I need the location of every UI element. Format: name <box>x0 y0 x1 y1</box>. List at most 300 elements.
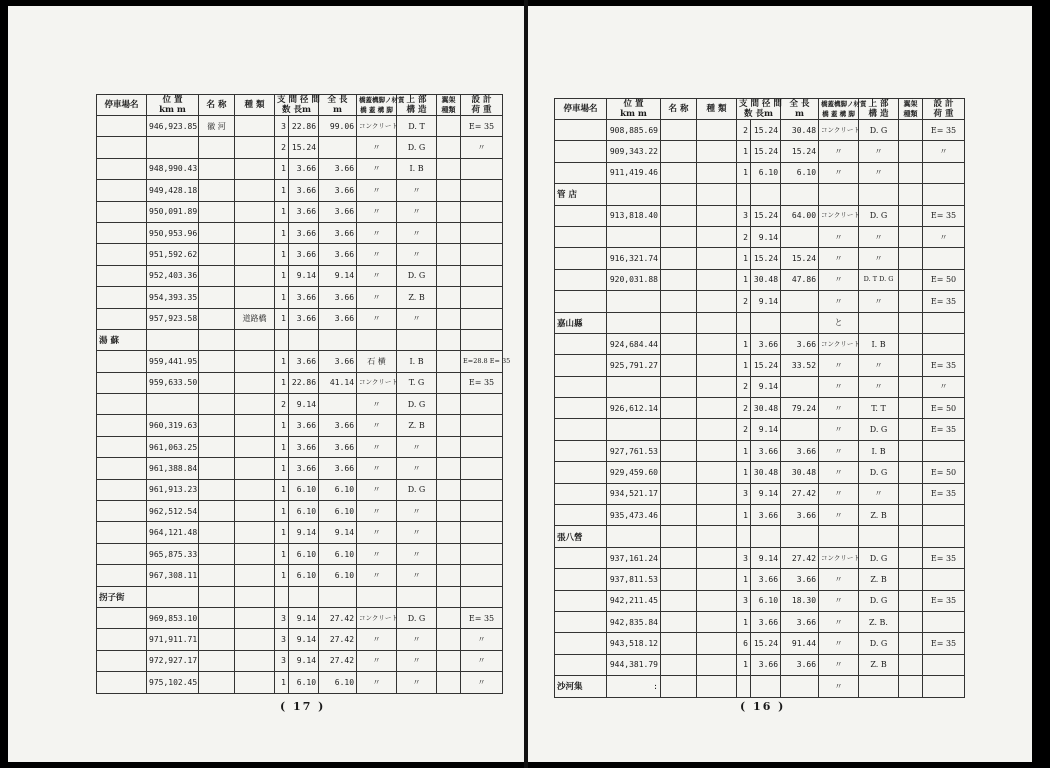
cell-pos <box>147 394 199 415</box>
cell-sup: D. T D. G <box>859 269 899 290</box>
cell-kind <box>235 415 275 436</box>
cell-count: 6 <box>737 633 751 654</box>
cell-name <box>199 201 235 222</box>
cell-design: 〃 <box>923 141 965 162</box>
cell-kind <box>235 543 275 564</box>
cell-kind <box>697 226 737 247</box>
cell-sup: 〃 <box>859 141 899 162</box>
cell-pos: 934,521.17 <box>607 483 661 504</box>
cell-sup: Z. B <box>397 287 437 308</box>
cell-sup: 〃 <box>397 180 437 201</box>
cell-name <box>661 398 697 419</box>
cell-len: 30.48 <box>751 269 781 290</box>
cell-count: 1 <box>275 565 289 586</box>
cell-len: 3.66 <box>289 180 319 201</box>
cell-pos <box>607 526 661 547</box>
cell-kind <box>235 565 275 586</box>
table-row <box>97 672 503 693</box>
cell-sup <box>397 586 437 607</box>
col-material: 橋蓋構脚ノ材質 橋 蓋 構 脚 <box>819 99 859 120</box>
cell-sup <box>859 676 899 697</box>
cell-sup: T. G <box>397 372 437 393</box>
cell-len: 9.14 <box>289 265 319 286</box>
cell-name <box>199 522 235 543</box>
cell-pos: 943,518.12 <box>607 633 661 654</box>
cell-name <box>199 501 235 522</box>
table-row <box>555 462 965 483</box>
cell-type <box>437 351 461 372</box>
cell-type <box>437 180 461 201</box>
cell-station <box>97 394 147 415</box>
cell-sup <box>397 329 437 350</box>
cell-pos: 951,592.62 <box>147 244 199 265</box>
cell-pos: 950,953.96 <box>147 222 199 243</box>
cell-station <box>97 522 147 543</box>
table-row <box>555 141 965 162</box>
table-row <box>97 522 503 543</box>
cell-station <box>555 569 607 590</box>
cell-design <box>461 586 503 607</box>
cell-total: 6.10 <box>781 162 819 183</box>
cell-design <box>923 526 965 547</box>
table-row <box>555 291 965 312</box>
cell-kind <box>235 650 275 671</box>
cell-station <box>555 505 607 526</box>
cell-type <box>437 287 461 308</box>
table-row <box>555 312 965 333</box>
cell-station: 張八營 <box>555 526 607 547</box>
cell-name <box>661 654 697 675</box>
table-row <box>555 611 965 632</box>
cell-mat: 〃 <box>357 436 397 457</box>
cell-mat: 〃 <box>357 137 397 158</box>
cell-kind: 道路橋 <box>235 308 275 329</box>
cell-kind <box>697 376 737 397</box>
cell-station <box>555 483 607 504</box>
cell-sup: 〃 <box>859 291 899 312</box>
cell-total: 27.42 <box>319 607 357 628</box>
cell-name <box>661 633 697 654</box>
table-row <box>555 355 965 376</box>
cell-mat: コンクリート <box>357 372 397 393</box>
cell-pos: 954,393.35 <box>147 287 199 308</box>
cell-name <box>661 676 697 697</box>
cell-len: 3.66 <box>289 201 319 222</box>
cell-count: 1 <box>737 654 751 675</box>
cell-len: 15.24 <box>751 248 781 269</box>
cell-design: 〃 <box>923 376 965 397</box>
cell-sup: Z. B <box>859 505 899 526</box>
cell-pos: 935,473.46 <box>607 505 661 526</box>
cell-design <box>923 505 965 526</box>
col-material: 橋蓋構脚ノ材質 橋 蓋 構 脚 <box>357 95 397 116</box>
cell-mat: 石 横 <box>357 351 397 372</box>
cell-mat: 〃 <box>357 458 397 479</box>
cell-len: 15.24 <box>751 633 781 654</box>
cell-len: 3.66 <box>751 505 781 526</box>
cell-pos: 950,091.89 <box>147 201 199 222</box>
cell-kind <box>697 419 737 440</box>
cell-count: 1 <box>737 505 751 526</box>
cell-station <box>555 162 607 183</box>
cell-type <box>899 226 923 247</box>
cell-count: 1 <box>737 355 751 376</box>
cell-kind <box>697 440 737 461</box>
table-row <box>97 287 503 308</box>
cell-name <box>199 351 235 372</box>
cell-station <box>555 440 607 461</box>
cell-design <box>461 158 503 179</box>
table-row <box>97 158 503 179</box>
cell-sup: 〃 <box>397 308 437 329</box>
cell-mat: 〃 <box>357 501 397 522</box>
cell-sup: D. G <box>397 479 437 500</box>
table-body-left <box>97 116 511 694</box>
table-row <box>97 244 503 265</box>
cell-pos: 924,684.44 <box>607 333 661 354</box>
cell-kind <box>697 184 737 205</box>
cell-design <box>923 312 965 333</box>
col-total: 全 長 m <box>319 95 357 116</box>
cell-pos: 929,459.60 <box>607 462 661 483</box>
cell-type <box>899 333 923 354</box>
cell-station <box>555 547 607 568</box>
cell-count: 3 <box>275 116 289 137</box>
col-name: 名 称 <box>199 95 235 116</box>
cell-len: 15.24 <box>751 120 781 141</box>
cell-name <box>661 611 697 632</box>
cell-mat: 〃 <box>357 672 397 693</box>
col-station: 停車場名 <box>97 95 147 116</box>
table-row <box>97 372 503 393</box>
cell-design: E= 35 <box>923 419 965 440</box>
table-row <box>555 419 965 440</box>
cell-mat: コンクリート <box>819 120 859 141</box>
cell-count: 3 <box>275 607 289 628</box>
cell-design <box>923 654 965 675</box>
cell-name <box>199 372 235 393</box>
cell-count: 2 <box>737 120 751 141</box>
cell-type <box>899 376 923 397</box>
cell-pos: 957,923.58 <box>147 308 199 329</box>
cell-name <box>199 479 235 500</box>
cell-mat: 〃 <box>819 419 859 440</box>
cell-kind <box>697 355 737 376</box>
page-number-right: ( 16 ) <box>740 700 786 713</box>
table-row <box>97 265 503 286</box>
cell-kind <box>697 269 737 290</box>
cell-design: E= 35 <box>923 291 965 312</box>
cell-count: 1 <box>275 201 289 222</box>
cell-name <box>199 672 235 693</box>
cell-name <box>199 158 235 179</box>
cell-name <box>661 162 697 183</box>
table-row <box>555 398 965 419</box>
cell-kind <box>235 244 275 265</box>
cell-type <box>437 479 461 500</box>
cell-type <box>899 141 923 162</box>
cell-kind <box>697 312 737 333</box>
cell-total <box>781 376 819 397</box>
cell-total <box>319 137 357 158</box>
cell-sup: D. T <box>397 116 437 137</box>
col-name: 名 称 <box>661 99 697 120</box>
bridge-table-left <box>96 94 511 694</box>
cell-sup: I. B <box>397 158 437 179</box>
cell-pos <box>147 329 199 350</box>
cell-kind <box>235 372 275 393</box>
cell-kind <box>235 222 275 243</box>
cell-name <box>199 543 235 564</box>
cell-name <box>661 526 697 547</box>
cell-type <box>899 120 923 141</box>
cell-sup: I. B <box>859 440 899 461</box>
cell-count: 3 <box>737 205 751 226</box>
cell-type <box>899 676 923 697</box>
cell-len: 30.48 <box>751 398 781 419</box>
cell-mat: 〃 <box>819 248 859 269</box>
cell-kind <box>235 607 275 628</box>
cell-count: 1 <box>275 415 289 436</box>
cell-name <box>199 436 235 457</box>
cell-count: 1 <box>737 569 751 590</box>
cell-type <box>899 440 923 461</box>
cell-sup: 〃 <box>859 376 899 397</box>
cell-design <box>461 287 503 308</box>
cell-count: 1 <box>275 672 289 693</box>
cell-design: E= 50 <box>923 269 965 290</box>
cell-count: 1 <box>737 269 751 290</box>
table-row <box>555 269 965 290</box>
table-row <box>555 226 965 247</box>
cell-mat: 〃 <box>819 569 859 590</box>
cell-pos: 927,761.53 <box>607 440 661 461</box>
cell-sup: T. T <box>859 398 899 419</box>
cell-kind <box>235 137 275 158</box>
cell-kind <box>697 398 737 419</box>
cell-name <box>199 565 235 586</box>
cell-station: 拐子街 <box>97 586 147 607</box>
cell-pos: 959,441.95 <box>147 351 199 372</box>
cell-name <box>661 248 697 269</box>
cell-len: 6.10 <box>751 590 781 611</box>
cell-count: 3 <box>737 590 751 611</box>
cell-pos: 926,612.14 <box>607 398 661 419</box>
cell-station <box>97 501 147 522</box>
col-super: 上 部 構 造 <box>397 95 437 116</box>
cell-sup: Z. B <box>397 415 437 436</box>
cell-name: 徽 河 <box>199 116 235 137</box>
cell-count: 1 <box>737 462 751 483</box>
cell-design: 〃 <box>461 650 503 671</box>
cell-type <box>437 565 461 586</box>
table-row <box>97 607 503 628</box>
cell-count: 1 <box>275 222 289 243</box>
table-row <box>97 458 503 479</box>
cell-station <box>97 287 147 308</box>
cell-mat: 〃 <box>357 265 397 286</box>
cell-station <box>555 291 607 312</box>
cell-total: 3.66 <box>319 201 357 222</box>
cell-sup: D. G <box>859 590 899 611</box>
cell-name <box>661 226 697 247</box>
cell-count <box>737 312 751 333</box>
cell-pos: 920,031.88 <box>607 269 661 290</box>
cell-sup: 〃 <box>397 543 437 564</box>
cell-sup: D. G <box>859 462 899 483</box>
cell-kind <box>697 205 737 226</box>
cell-name <box>199 329 235 350</box>
cell-name <box>199 629 235 650</box>
cell-pos: 913,818.40 <box>607 205 661 226</box>
cell-total: 3.66 <box>781 611 819 632</box>
cell-design: 〃 <box>923 226 965 247</box>
cell-name <box>661 355 697 376</box>
table-row <box>555 676 965 697</box>
col-span: 支 間 径 間 数 長m <box>737 99 781 120</box>
cell-type <box>437 201 461 222</box>
cell-pos: 949,428.18 <box>147 180 199 201</box>
cell-total: 3.66 <box>781 569 819 590</box>
cell-len: 9.14 <box>289 650 319 671</box>
table-row <box>97 650 503 671</box>
cell-sup <box>859 312 899 333</box>
cell-kind <box>235 329 275 350</box>
cell-type <box>437 458 461 479</box>
cell-mat: コンクリート <box>819 205 859 226</box>
cell-pos <box>607 291 661 312</box>
cell-name <box>199 308 235 329</box>
cell-total <box>781 184 819 205</box>
cell-station <box>555 248 607 269</box>
cell-count: 1 <box>275 372 289 393</box>
cell-count: 1 <box>275 180 289 201</box>
cell-name <box>199 394 235 415</box>
cell-pos: 942,211.45 <box>607 590 661 611</box>
cell-station <box>97 201 147 222</box>
cell-pos: 942,835.84 <box>607 611 661 632</box>
cell-len: 9.14 <box>751 483 781 504</box>
cell-count: 1 <box>275 265 289 286</box>
cell-pos: : <box>607 676 661 697</box>
cell-station <box>97 158 147 179</box>
cell-type <box>437 543 461 564</box>
cell-design <box>461 415 503 436</box>
cell-sup: D. G <box>859 633 899 654</box>
cell-design <box>461 436 503 457</box>
cell-mat: 〃 <box>357 415 397 436</box>
col-type: 翼架 種類 <box>437 95 461 116</box>
cell-sup <box>859 526 899 547</box>
cell-mat: 〃 <box>819 376 859 397</box>
cell-len <box>751 312 781 333</box>
cell-pos: 962,512.54 <box>147 501 199 522</box>
cell-station <box>97 180 147 201</box>
cell-total: 3.66 <box>319 158 357 179</box>
cell-len: 30.48 <box>751 462 781 483</box>
cell-total: 30.48 <box>781 462 819 483</box>
cell-len <box>751 526 781 547</box>
cell-name <box>199 458 235 479</box>
col-super: 上 部 構 造 <box>859 99 899 120</box>
cell-type <box>899 162 923 183</box>
cell-station <box>97 458 147 479</box>
cell-kind <box>697 120 737 141</box>
cell-pos: 944,381.79 <box>607 654 661 675</box>
cell-total: 3.66 <box>781 440 819 461</box>
cell-name <box>661 419 697 440</box>
table-row <box>555 483 965 504</box>
cell-type <box>899 633 923 654</box>
cell-total: 3.66 <box>781 654 819 675</box>
cell-len: 3.66 <box>751 333 781 354</box>
cell-count: 1 <box>737 440 751 461</box>
cell-type <box>437 607 461 628</box>
cell-len <box>751 184 781 205</box>
cell-len: 3.66 <box>289 308 319 329</box>
cell-count: 1 <box>275 308 289 329</box>
cell-type <box>437 522 461 543</box>
cell-station <box>97 372 147 393</box>
cell-len: 9.14 <box>751 547 781 568</box>
cell-total: 6.10 <box>319 565 357 586</box>
cell-pos: 959,633.50 <box>147 372 199 393</box>
cell-type <box>899 590 923 611</box>
cell-len <box>289 586 319 607</box>
cell-type <box>899 547 923 568</box>
cell-name <box>199 222 235 243</box>
cell-type <box>437 116 461 137</box>
col-position: 位 置 km m <box>607 99 661 120</box>
cell-station <box>555 141 607 162</box>
cell-type <box>437 308 461 329</box>
cell-type <box>899 291 923 312</box>
cell-kind <box>235 629 275 650</box>
cell-design <box>461 265 503 286</box>
cell-mat: 〃 <box>819 590 859 611</box>
cell-station <box>555 333 607 354</box>
cell-total: 6.10 <box>319 543 357 564</box>
cell-kind <box>697 633 737 654</box>
cell-sup: D. G <box>859 120 899 141</box>
cell-station: 管 店 <box>555 184 607 205</box>
cell-total: 3.66 <box>319 287 357 308</box>
cell-type <box>899 355 923 376</box>
cell-name <box>661 590 697 611</box>
cell-total <box>319 394 357 415</box>
cell-design: E= 35 <box>923 633 965 654</box>
cell-design <box>923 333 965 354</box>
cell-type <box>437 501 461 522</box>
cell-sup: Z. B. <box>859 611 899 632</box>
cell-station <box>97 565 147 586</box>
cell-design <box>923 184 965 205</box>
cell-count: 1 <box>275 158 289 179</box>
cell-design <box>461 222 503 243</box>
cell-len: 3.66 <box>289 458 319 479</box>
cell-total: 9.14 <box>319 265 357 286</box>
cell-len: 3.66 <box>289 158 319 179</box>
cell-pos <box>607 184 661 205</box>
cell-kind <box>235 458 275 479</box>
cell-sup: 〃 <box>397 436 437 457</box>
cell-mat: 〃 <box>357 158 397 179</box>
cell-sup: 〃 <box>397 522 437 543</box>
cell-type <box>437 372 461 393</box>
cell-name <box>199 265 235 286</box>
cell-station: 湯 蘇 <box>97 329 147 350</box>
cell-total: 18.30 <box>781 590 819 611</box>
